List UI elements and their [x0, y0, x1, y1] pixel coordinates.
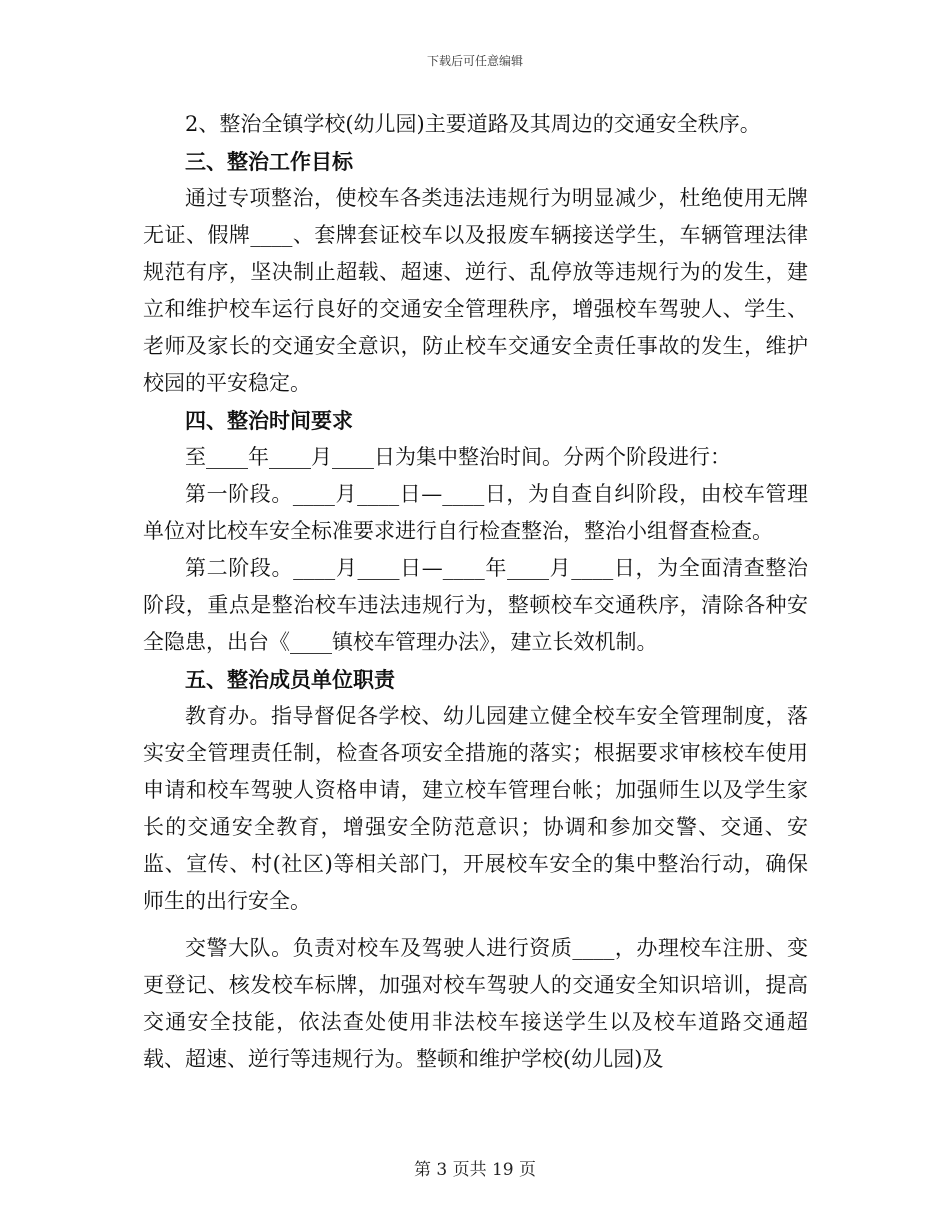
- section-heading: 三、整治工作目标: [185, 149, 353, 174]
- body-paragraph: 至____年____月____日为集中整治时间。分两个阶段进行：: [185, 445, 731, 469]
- body-paragraph: 第二阶段。____月____日—____年____月____日，为全面清查整治阶段，重点是整治校车违法违规行为，整顿校车交通秩序，清除各种安全隐患，出台《____镇校车管理办法》，建立长效机制。: [143, 556, 808, 654]
- section-heading: 五、整治成员单位职责: [185, 667, 395, 692]
- section-heading: 四、整治时间要求: [185, 408, 353, 433]
- body-paragraph: 通过专项整治，使校车各类违法违规行为明显减少，杜绝使用无牌无证、假牌____、套牌套证校车以及报废车辆接送学生，车辆管理法律规范有序，坚决制止超载、超速、逆行、乱停放等违规行为的发生，建立和维护校车运行良好的交通安全管理秩序，增强校车驾驶人、学生、老师及家长的交通安全意识，防止校车交通安全责任事故的发生，维护校园的平安稳定。: [143, 186, 808, 395]
- body-paragraph: 2、整治全镇学校(幼儿园)主要道路及其周边的交通安全秩序。: [185, 112, 761, 136]
- document-body: [143, 106, 808, 1078]
- page-header-note: 下载后可任意编辑: [426, 54, 523, 68]
- body-paragraph: 交警大队。负责对校车及驾驶人进行资质____，办理校车注册、变更登记、核发校车标牌，加强对校车驾驶人的交通安全知识培训，提高交通安全技能，依法查处使用非法校车接送学生以及校车道路交通超载、超速、逆行等违规行为。整顿和维护学校(幼儿园)及: [143, 936, 808, 1071]
- body-paragraph: 教育办。指导督促各学校、幼儿园建立健全校车安全管理制度，落实安全管理责任制，检查各项安全措施的落实；根据要求审核校车使用申请和校车驾驶人资格申请，建立校车管理台帐；加强师生以及学生家长的交通安全教育，增强安全防范意识；协调和参加交警、交通、安监、宣传、村(社区)等相关部门，开展校车安全的集中整治行动，确保师生的出行安全。: [143, 704, 808, 913]
- body-paragraph: 第一阶段。____月____日—____日，为自查自纠阶段，由校车管理单位对比校车安全标准要求进行自行检查整治，整治小组督查检查。: [143, 482, 808, 543]
- page-number-footer: 第 3 页共 19 页: [413, 1160, 537, 1180]
